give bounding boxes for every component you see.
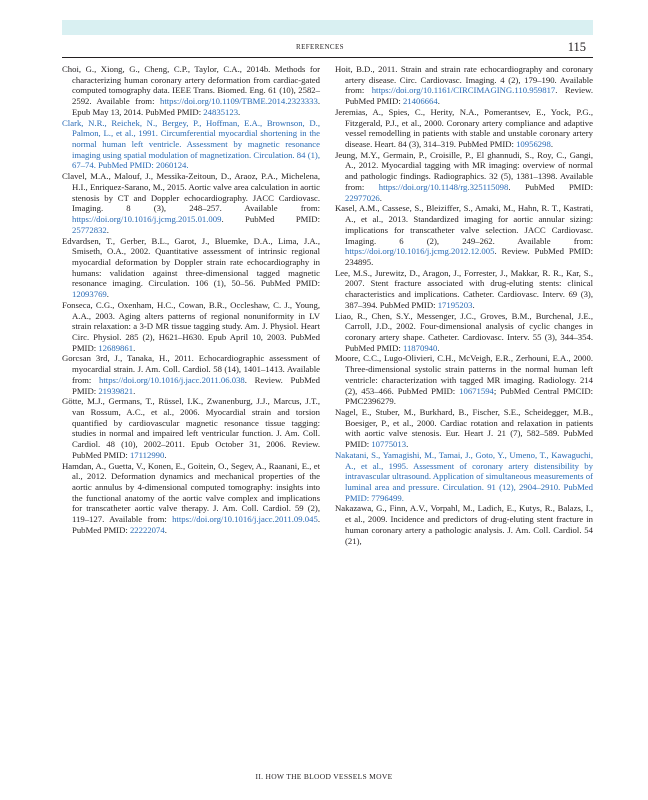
- reference-link[interactable]: https://doi.org/10.1148/rg.325115098: [378, 181, 509, 192]
- reference-text: .: [106, 224, 109, 235]
- reference-text: .: [379, 192, 382, 203]
- reference-text: Götte, M.J., Germans, T., Rüssel, I.K., Zwanenburg, J.J., Marcus, J.T., van Rossum, A.C., et al., 2006. Myocardial strain and torsion quantified by cardiovascular magnetic resonance tissue tagging: studies in normal and impaired left ventricular function. J. Am. Coll. Cardiol. 48 (10), 2002–2011. Epub October 31, 2006. Review. PubMed PMID:: [62, 396, 320, 460]
- reference-link[interactable]: 25772832: [72, 224, 107, 235]
- reference-text: Jeremias, A., Spies, C., Herity, N.A., Pomerantsev, E., Yock, P.G., Fitzgerald, P.J., et al., 2000. Coronary artery compliance and adaptive vessel remodelling in patients with stable and unstable coronary artery disease. Heart. 84 (3), 314–319. PubMed PMID:: [335, 106, 593, 150]
- reference-entry: [62, 236, 320, 300]
- reference-link[interactable]: https://doi.org/10.1016/j.jacc.2011.09.045: [172, 514, 318, 525]
- right-column: [335, 64, 593, 546]
- reference-entry: [62, 396, 320, 460]
- reference-entry: [335, 150, 593, 204]
- reference-link[interactable]: https://doi.org/10.1161/CIRCIMAGING.110.959817: [371, 85, 556, 96]
- reference-text: . PubMed PMID:: [221, 214, 320, 225]
- reference-link[interactable]: 21939821: [98, 385, 134, 396]
- reference-link[interactable]: 17195203: [437, 299, 473, 310]
- reference-text: Liao, R., Chen, S.Y., Messenger, J.C., Groves, B.M., Burchenal, J.E., Carroll, J.D., 2002. Four-dimensional analysis of cyclic changes in coronary artery shape. Catheter. Cardiovasc. Interv. 55 (3), 344–354. PubMed PMID:: [335, 310, 593, 353]
- reference-entry: [335, 503, 593, 546]
- reference-text: Lee, M.S., Jurewitz, D., Aragon, J., Forrester, J., Makkar, R. R., Kar, S., 2007. Stent fracture associated with drug-eluting stents: clinical characteristics and implications. Catheter. Cardiovasc. Interv. 69 (3), 387–394. PubMed PMID:: [335, 267, 593, 310]
- reference-entry[interactable]: [62, 118, 320, 172]
- reference-link[interactable]: 10775013: [371, 439, 407, 450]
- reference-link[interactable]: https://doi.org/10.1016/j.jcmg.2012.12.005: [345, 246, 495, 257]
- reference-text: Edvardsen, T., Gerber, B.L., Garot, J., Bluemke, D.A., Lima, J.A., Smiseth, O.A., 2002. Quantitative assessment of intrinsic regional myocardial deformation by Doppler strain rate echocardiography in humans: validation against three-dimensional tagged magnetic resonance imaging. Circulation. 106 (1), 50–56. PubMed PMID:: [62, 235, 320, 289]
- reference-text: Hoit, B.D., 2011. Strain and strain rate echocardiography and coronary artery disease. Circ. Cardiovasc. Imaging. 4 (2), 179–190. Available from:: [335, 64, 593, 96]
- reference-text: .: [550, 139, 553, 150]
- reference-text: Nakatani, S., Yamagishi, M., Tamai, J., Goto, Y., Umeno, T., Kawaguchi, A., et al., 1995. Assessment of coronary artery distensibility by intravascular ultrasound. Application of simultaneous measurements of luminal area and pressure. Circulation. 91 (12), 2904–2910. PubMed PMID: 7796499.: [335, 449, 593, 503]
- reference-text: . Review. PubMed PMID:: [345, 85, 593, 107]
- reference-entry[interactable]: [335, 450, 593, 504]
- reference-text: .: [106, 289, 109, 300]
- reference-text: Fonseca, C.G., Oxenham, H.C., Cowan, B.R., Occleshaw, C. J., Young, A.A., 2003. Aging alters patterns of regional nonuniformity in LV strain relaxation: a 3-D MR tissue tagging study. Am. J. Physiol. Heart Circ. Physiol. 285 (2), H621–H630. Epub April 10, 2003. PubMed PMID:: [62, 299, 320, 353]
- reference-entry: [335, 64, 593, 107]
- section-title: REFERENCES: [296, 43, 344, 51]
- reference-entry: [335, 407, 593, 450]
- reference-text: . Review. PubMed PMID: 234895.: [345, 246, 593, 267]
- reference-link[interactable]: 21406664: [402, 96, 438, 107]
- header-rule: [62, 57, 593, 58]
- reference-entry: [335, 268, 593, 311]
- reference-text: ; PubMed Central PMCID: PMC2396279.: [345, 385, 594, 407]
- reference-entry: [62, 64, 320, 118]
- reference-text: .: [164, 449, 167, 460]
- reference-entry: [335, 353, 593, 407]
- reference-text: Nagel, E., Stuber, M., Burkhard, B., Fischer, S.E., Scheidegger, M.B., Boesiger, P., et al., 2000. Cardiac rotation and relaxation in patients with aortic valve stenosis. Eur. Heart J. 21 (7), 582–589. PubMed PMID:: [335, 407, 593, 450]
- reference-text: .: [472, 299, 475, 310]
- reference-link[interactable]: 22222074: [129, 524, 165, 535]
- reference-link[interactable]: 12689861: [98, 342, 134, 353]
- reference-text: .: [133, 385, 136, 396]
- reference-text: .: [437, 96, 440, 107]
- reference-text: Clark, N.R., Reichek, N., Bergey, P., Hoffman, E.A., Brownson, D., Palmon, L., et al., 1991. Circumferential myocardial shortening in the normal human left ventricle. Assessment by magnetic resonance imaging using spatial modulation of magnetization. Circulation. 84 (1), 67–74. PubMed PMID: 2060124.: [62, 117, 320, 171]
- left-column: [62, 64, 320, 536]
- reference-text: Kasel, A.M., Cassese, S., Bleiziffer, S., Amaki, M., Hahn, R. T., Kastrati, A., et al., 2013. Standardized imaging for aortic annular sizing: implications for transcatheter valve selection. JACC Cardiovasc. Imaging. 6 (2), 249–262. Available from:: [335, 203, 593, 246]
- page-number: 115: [567, 40, 586, 54]
- reference-link[interactable]: 22977026: [345, 192, 380, 203]
- reference-text: . PubMed PMID:: [508, 181, 593, 192]
- reference-entry: [62, 300, 320, 354]
- footer-part-title: II. HOW THE BLOOD VESSELS MOVE: [255, 772, 393, 781]
- reference-text: .: [238, 106, 241, 117]
- reference-link[interactable]: 12093769: [72, 289, 107, 300]
- reference-text: Jeung, M.Y., Germain, P., Croisille, P., El ghannudi, S., Roy, C., Gangi, A., 2012. Myocardial tagging with MR imaging: overview of normal and pathologic findings. Radiographics. 32 (5), 1381–1398. Available from:: [335, 149, 593, 192]
- reference-text: . Epub May 13, 2014. PubMed PMID:: [72, 96, 320, 117]
- reference-entry: [62, 171, 320, 235]
- reference-link[interactable]: 11870940: [402, 342, 438, 353]
- reference-link[interactable]: 17112990: [129, 449, 165, 460]
- reference-text: . PubMed PMID:: [72, 514, 320, 535]
- header-band: [62, 20, 593, 35]
- reference-entry: [62, 461, 320, 536]
- reference-text: Nakazawa, G., Finn, A.V., Vorpahl, M., Ladich, E., Kutys, R., Balazs, I., et al., 2009. Incidence and predictors of drug-eluting stent fracture in human coronary artery a pathologic analysis. J. Am. Coll. Cardiol. 54 (21),: [335, 503, 593, 546]
- reference-text: .: [164, 524, 167, 535]
- reference-entry: [62, 353, 320, 396]
- reference-link[interactable]: 24835123: [203, 106, 239, 117]
- reference-text: .: [437, 342, 440, 353]
- reference-entry: [335, 107, 593, 150]
- reference-text: Hamdan, A., Guetta, V., Konen, E., Goitein, O., Segev, A., Raanani, E., et al., 2012. Deformation dynamics and mechanical properties of the aortic annulus by 4-dimensional computed tomography: insights into the functional anatomy of the aortic valve complex and implications for transcatheter aortic valve therapy. J. Am. Coll. Cardiol. 59 (2), 119–127. Available from:: [62, 460, 320, 525]
- reference-link[interactable]: https://doi.org/10.1016/j.jacc.2011.06.038: [99, 374, 245, 385]
- reference-link[interactable]: 10671594: [459, 385, 494, 396]
- reference-entry: [335, 311, 593, 354]
- reference-link[interactable]: https://doi.org/10.1109/TBME.2014.2323333: [159, 96, 318, 107]
- reference-entry: [335, 203, 593, 267]
- reference-link[interactable]: 10956298: [516, 139, 551, 150]
- reference-text: .: [406, 439, 409, 450]
- reference-text: Moore, C.C., Lugo-Olivieri, C.H., McVeigh, E.R., Zerhouni, E.A., 2000. Three-dimensional systolic strain patterns in the normal human left ventricle: characterization with tagged MR imaging. Radiology. 214 (2), 453–466. PubMed PMID:: [335, 353, 593, 396]
- reference-link[interactable]: https://doi.org/10.1016/j.jcmg.2015.01.009: [72, 214, 222, 225]
- reference-text: Clavel, M.A., Malouf, J., Messika-Zeitoun, D., Araoz, P.A., Michelena, H.I., Enriquez-Sarano, M., 2015. Aortic valve area calculation in aortic stenosis by CT and Doppler echocardiography. JACC Cardiovasc. Imaging. 8 (3), 248–257. Available from:: [62, 171, 320, 214]
- reference-text: .: [133, 342, 136, 353]
- reference-text: . Review. PubMed PMID:: [72, 374, 320, 396]
- reference-text: Gorcsan 3rd, J., Tanaka, H., 2011. Echocardiographic assessment of myocardial strain. J. Am. Coll. Cardiol. 58 (14), 1401–1413. Available from:: [62, 353, 320, 385]
- reference-text: Choi, G., Xiong, G., Cheng, C.P., Taylor, C.A., 2014b. Methods for characterizing human coronary artery deformation from cardiac-gated computed tomography data. IEEE Trans. Biomed. Eng. 61 (10), 2582–2592. Available from:: [62, 64, 320, 107]
